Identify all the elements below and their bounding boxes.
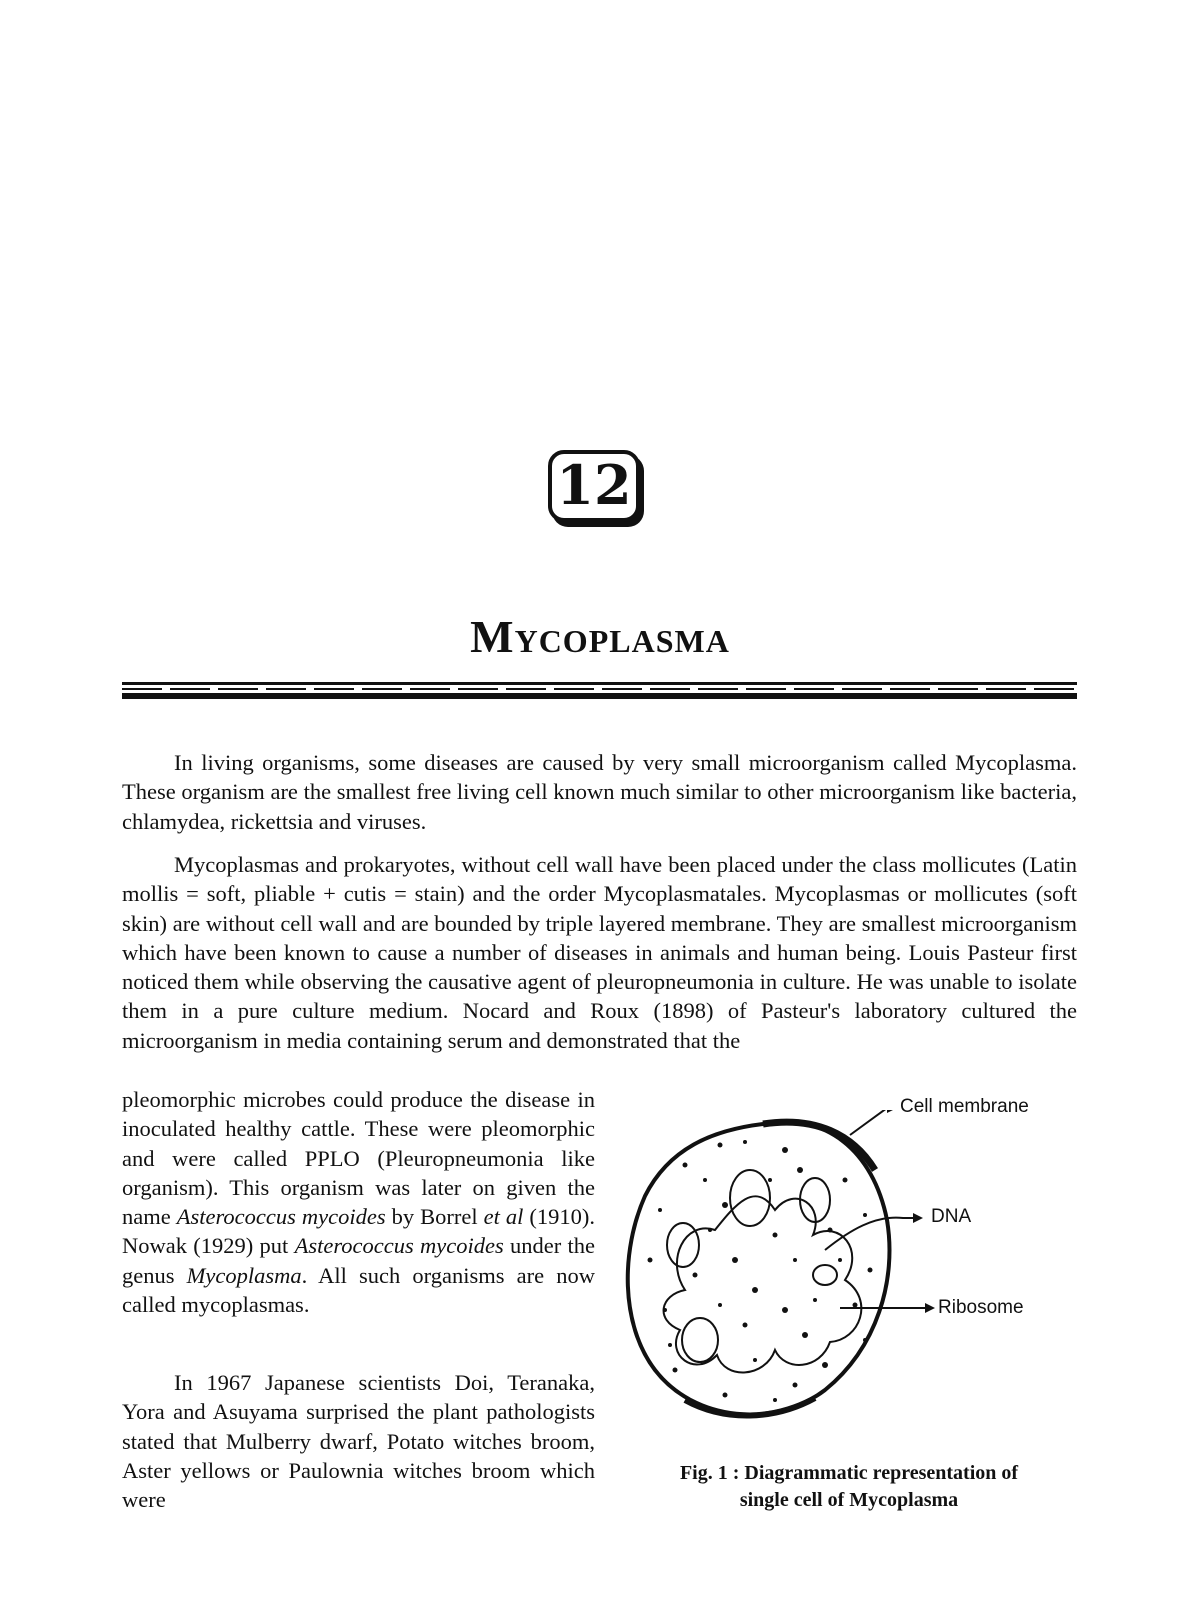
dna-loop — [667, 1223, 699, 1267]
dna-loop — [682, 1318, 718, 1362]
italic-et-al: et al — [483, 1204, 524, 1230]
paragraph-japanese-scientists: In 1967 Japanese scientists Doi, Teranaka, Yora and Asuyama surprised the plant pathologists stated that Mulberry dwarf, Potato witches broom, Aster yellows or Paulownia witches broom which were — [122, 1370, 595, 1513]
italic-genus-name: Asterococcus mycoides — [176, 1204, 386, 1230]
dna-loop — [813, 1265, 837, 1285]
italic-genus-name: Mycoplasma — [186, 1262, 302, 1288]
arrow-head — [887, 1110, 897, 1113]
mycoplasma-diagram — [625, 1096, 1095, 1450]
title-rule-bottom — [122, 693, 1077, 699]
cell-membrane-thick-bottom — [685, 1398, 815, 1416]
text-run: . All such organisms are now called mycoplasmas. — [122, 1262, 595, 1318]
text-run: by Borrel — [391, 1204, 478, 1230]
text-run: pleomorphic microbes could produce the disease in inoculated healthy cattle. These were pleomorphic and were called PPLO (Pleuropneumonia like organism). This organism was later on given the name — [122, 1087, 595, 1230]
caption-line-2: single cell of Mycoplasma — [739, 1489, 959, 1511]
title-rule-top — [122, 682, 1077, 685]
italic-genus-name: Asterococcus mycoides — [294, 1233, 504, 1259]
text-run: under the genus — [122, 1233, 596, 1288]
title-rule-middle — [122, 688, 1077, 690]
figure-caption — [622, 1460, 1076, 1514]
ribosome-dots — [648, 1140, 873, 1402]
paragraph-classification: Mycoplasmas and prokaryotes, without cell wall have been placed under the class mollicutes (Latin mollis = soft, pliable + cutis = stain) and the order Mycoplasmatales. Mycoplasmas or mollicutes (soft skin) are without cell wall and are bounded by triple layered membrane. They are smallest microorganism which have been known to cause a number of diseases in animals and human being. Louis Pasteur first noticed them while observing the causative agent of pleuropneumonia in culture. He was unable to isolate them in a pure culture medium. Nocard and Roux (1898) of Pasteur's laboratory cultured the microorganism in media containing serum and demonstrated that the — [122, 852, 1077, 1053]
arrow-head — [925, 1303, 935, 1313]
arrow-head — [913, 1213, 923, 1223]
caption-line-1: Fig. 1 : Diagrammatic representation of — [679, 1462, 1019, 1484]
text-run: (1910). Nowak (1929) put — [122, 1204, 596, 1259]
paragraph-intro: In living organisms, some diseases are caused by very small microorganism called Mycoplasma. These organism are the smallest free living cell known much similar to other microorganism like bacteria, chlamydea, rickettsia and viruses. — [122, 750, 1077, 834]
label-ribosome: Ribosome — [938, 1297, 1024, 1318]
chapter-number-badge: 12 — [548, 450, 640, 522]
chapter-title: Mycoplasma — [470, 611, 730, 662]
label-cell-membrane: Cell membrane — [900, 1096, 1029, 1117]
mycoplasma-cell-drawing — [625, 1110, 1095, 1450]
label-dna: DNA — [931, 1206, 972, 1227]
pointer-line-membrane — [850, 1110, 887, 1135]
paragraph-pplo — [122, 1085, 595, 1319]
